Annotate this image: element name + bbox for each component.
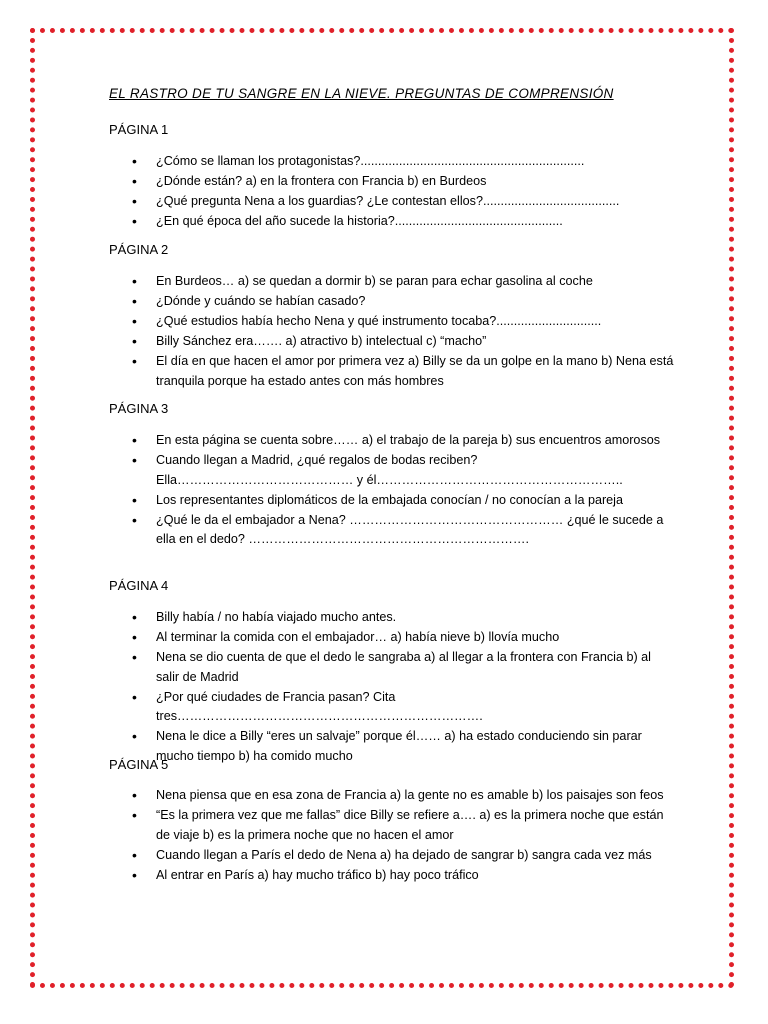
question-item: • Al entrar en París a) hay mucho tráfico b) hay poco tráfico [0,866,676,886]
question-list-pagina-4 [0,608,768,766]
question-item: • El día en que hacen el amor por primera vez a) Billy se da un golpe en la mano b) Nena está tranquila porque ha estado antes con más hombres [0,352,676,391]
question-item: • Nena piensa que en esa zona de Francia a) la gente no es amable b) los paisajes son feos [0,786,676,806]
question-list-pagina-3 [0,431,768,550]
section-label-pagina-1: PÁGINA 1 [109,122,169,137]
question-list-pagina-1 [0,152,768,232]
question-list-pagina-5 [0,786,768,885]
question-item: • ¿En qué época del año sucede la historia?................................................ [0,212,676,232]
question-item: • ¿Qué pregunta Nena a los guardias? ¿Le contestan ellos?....................................... [0,192,676,212]
section-label-pagina-5: PÁGINA 5 [109,757,169,772]
question-item: • Nena le dice a Billy “eres un salvaje” porque él…… a) ha estado conduciendo sin parar mucho tiempo b) ha comido mucho [0,727,676,766]
section-label-pagina-2: PÁGINA 2 [109,242,169,257]
question-item: • En Burdeos… a) se quedan a dormir b) se paran para echar gasolina al coche [0,272,676,292]
question-item: • Nena se dio cuenta de que el dedo le sangraba a) al llegar a la frontera con Francia b) al salir de Madrid [0,648,676,687]
question-item: • ¿Cómo se llaman los protagonistas?................................................................ [0,152,676,172]
question-item: • ¿Qué estudios había hecho Nena y qué instrumento tocaba?.............................. [0,312,676,332]
question-item: • En esta página se cuenta sobre…… a) el trabajo de la pareja b) sus encuentros amorosos [0,431,676,451]
question-item: • ¿Dónde están? a) en la frontera con Francia b) en Burdeos [0,172,676,192]
question-item: • ¿Dónde y cuándo se habían casado? [0,292,676,312]
document-title: EL RASTRO DE TU SANGRE EN LA NIEVE. PREGUNTAS DE COMPRENSIÓN [109,86,614,101]
question-item: • Billy había / no había viajado mucho antes. [0,608,676,628]
question-item: • “Es la primera vez que me fallas” dice Billy se refiere a…. a) es la primera noche que están de viaje b) es la primera noche que no hacen el amor [0,806,676,845]
question-item: • Los representantes diplomáticos de la embajada conocían / no conocían a la pareja [0,491,676,511]
section-label-pagina-3: PÁGINA 3 [109,401,169,416]
section-label-pagina-4: PÁGINA 4 [109,578,169,593]
question-item: • Billy Sánchez era……. a) atractivo b) intelectual c) “macho” [0,332,676,352]
question-item: • Cuando llegan a París el dedo de Nena a) ha dejado de sangrar b) sangra cada vez más [0,846,676,866]
question-item: • ¿Por qué ciudades de Francia pasan? Cita tres………………………………………………………………. [0,688,676,727]
question-list-pagina-2 [0,272,768,391]
question-item: • Al terminar la comida con el embajador… a) había nieve b) llovía mucho [0,628,676,648]
question-item: • ¿Qué le da el embajador a Nena? …………………………………………… ¿qué le sucede a ella en el dedo? …………………………………………………………. [0,511,676,550]
question-item: • Cuando llegan a Madrid, ¿qué regalos de bodas reciben? Ella…………………………………… y él………………………………………………….. [0,451,676,490]
